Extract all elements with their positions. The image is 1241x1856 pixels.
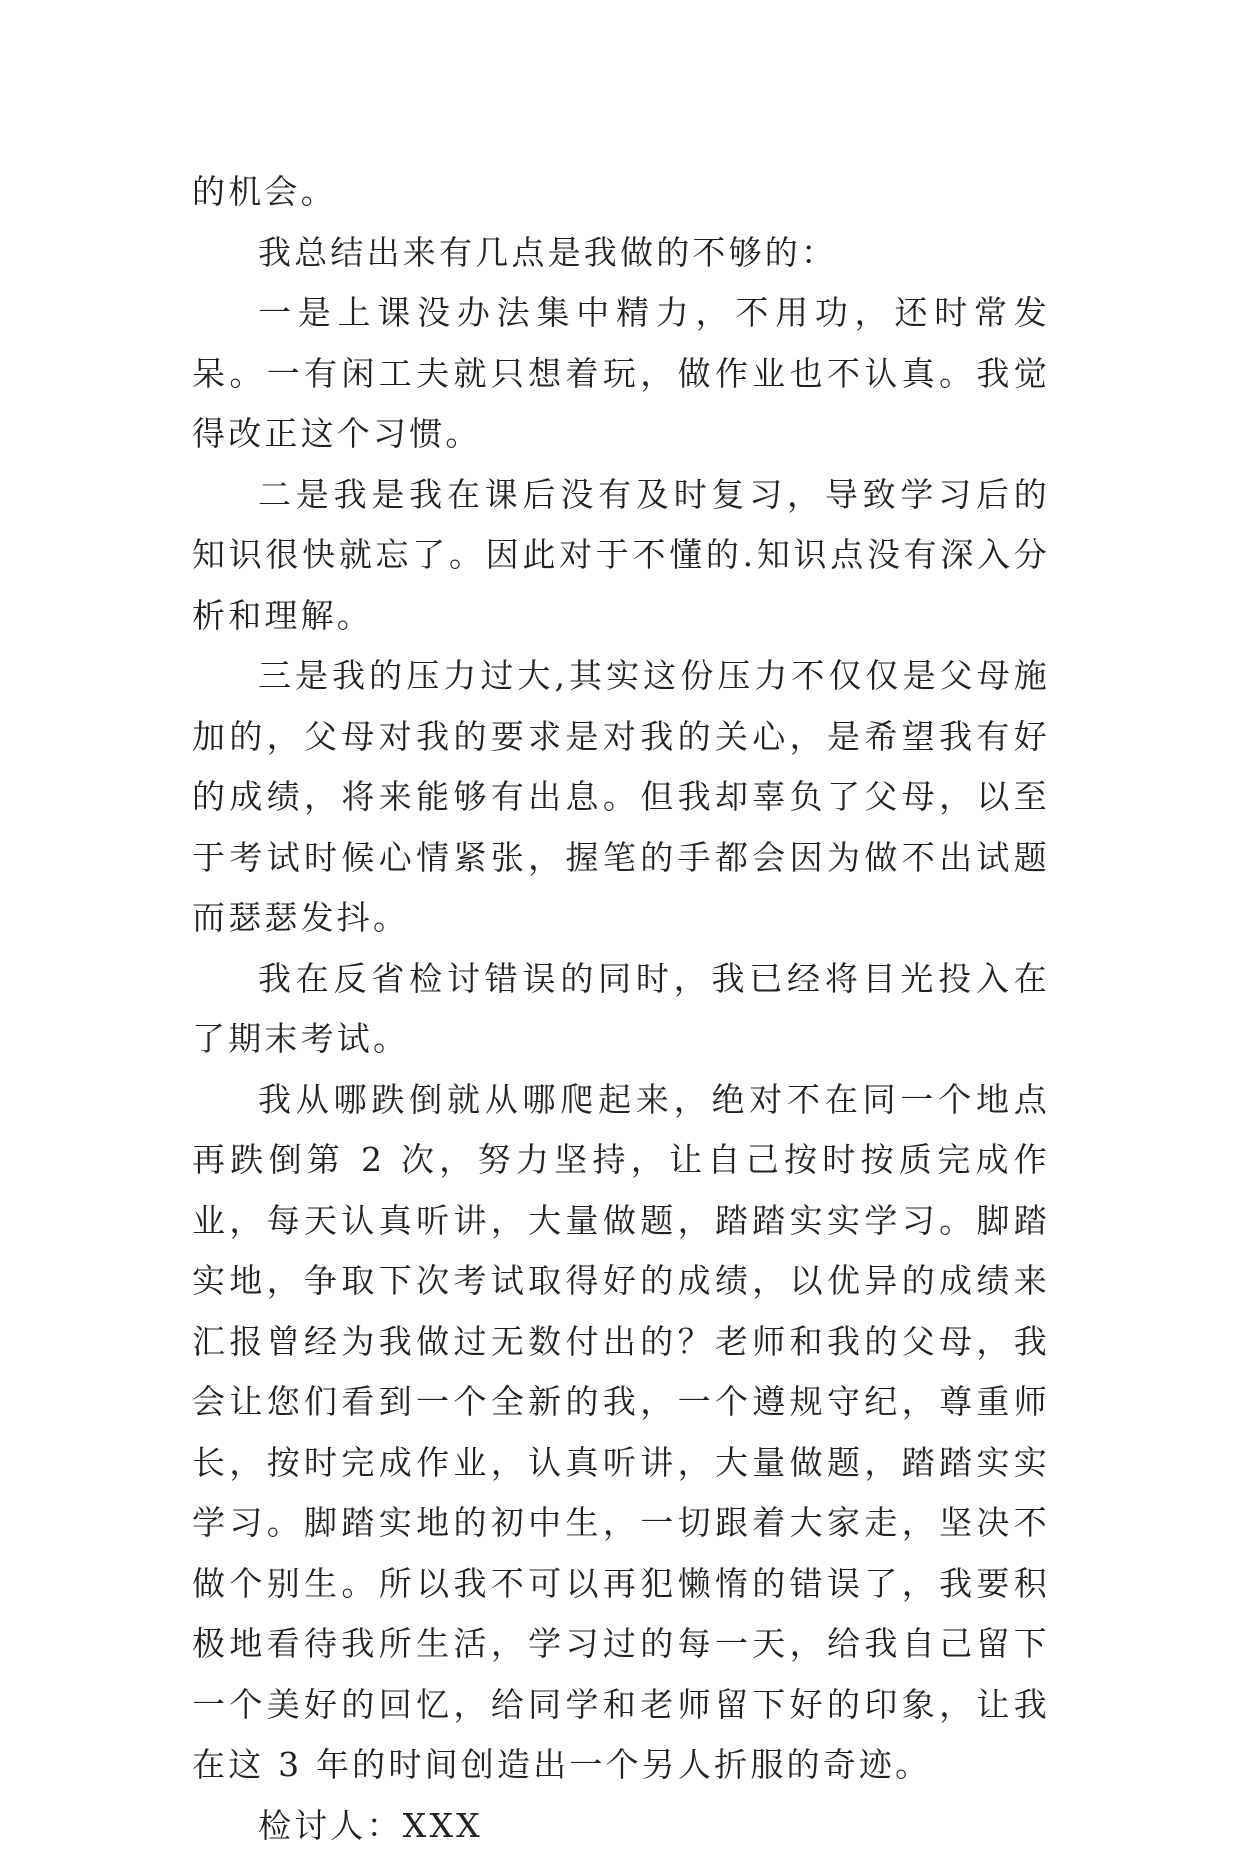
paragraph-point-three: 三是我的压力过大,其实这份压力不仅仅是父母施加的，父母对我的要求是对我的关心，是希望我有好的成绩，将来能够有出息。但我却辜负了父母，以至于考试时候心情紧张，握笔的手都会因为做不出试题而瑟瑟发抖。 [192,646,1050,949]
document-body [192,162,1050,1856]
paragraph-point-one: 一是上课没办法集中精力，不用功，还时常发呆。一有闲工夫就只想着玩，做作业也不认真。我觉得改正这个习惯。 [192,283,1050,465]
paragraph-reflection: 我在反省检讨错误的同时，我已经将目光投入在了期末考试。 [192,949,1050,1070]
paragraph-commitment: 我从哪跌倒就从哪爬起来，绝对不在同一个地点再跌倒第 2 次，努力坚持，让自己按时按质完成作业，每天认真听讲，大量做题，踏踏实实学习。脚踏实地，争取下次考试取得好的成绩，以优异的成绩来汇报曾经为我做过无数付出的？老师和我的父母，我会让您们看到一个全新的我，一个遵规守纪，尊重师长，按时完成作业，认真听讲，大量做题，踏踏实实学习。脚踏实地的初中生，一切跟着大家走，坚决不做个别生。所以我不可以再犯懒惰的错误了，我要积极地看待我所生活，学习过的每一天，给我自己留下一个美好的回忆，给同学和老师留下好的印象，让我在这 3 年的时间创造出一个另人折服的奇迹。 [192,1070,1050,1796]
paragraph-continuation: 的机会。 [192,162,1050,223]
paragraph-summary-intro: 我总结出来有几点是我做的不够的： [192,223,1050,284]
paragraph-point-two: 二是我是我在课后没有及时复习，导致学习后的知识很快就忘了。因此对于不懂的.知识点没有深入分析和理解。 [192,465,1050,647]
signature-line: 检讨人：XXX [192,1796,1050,1856]
